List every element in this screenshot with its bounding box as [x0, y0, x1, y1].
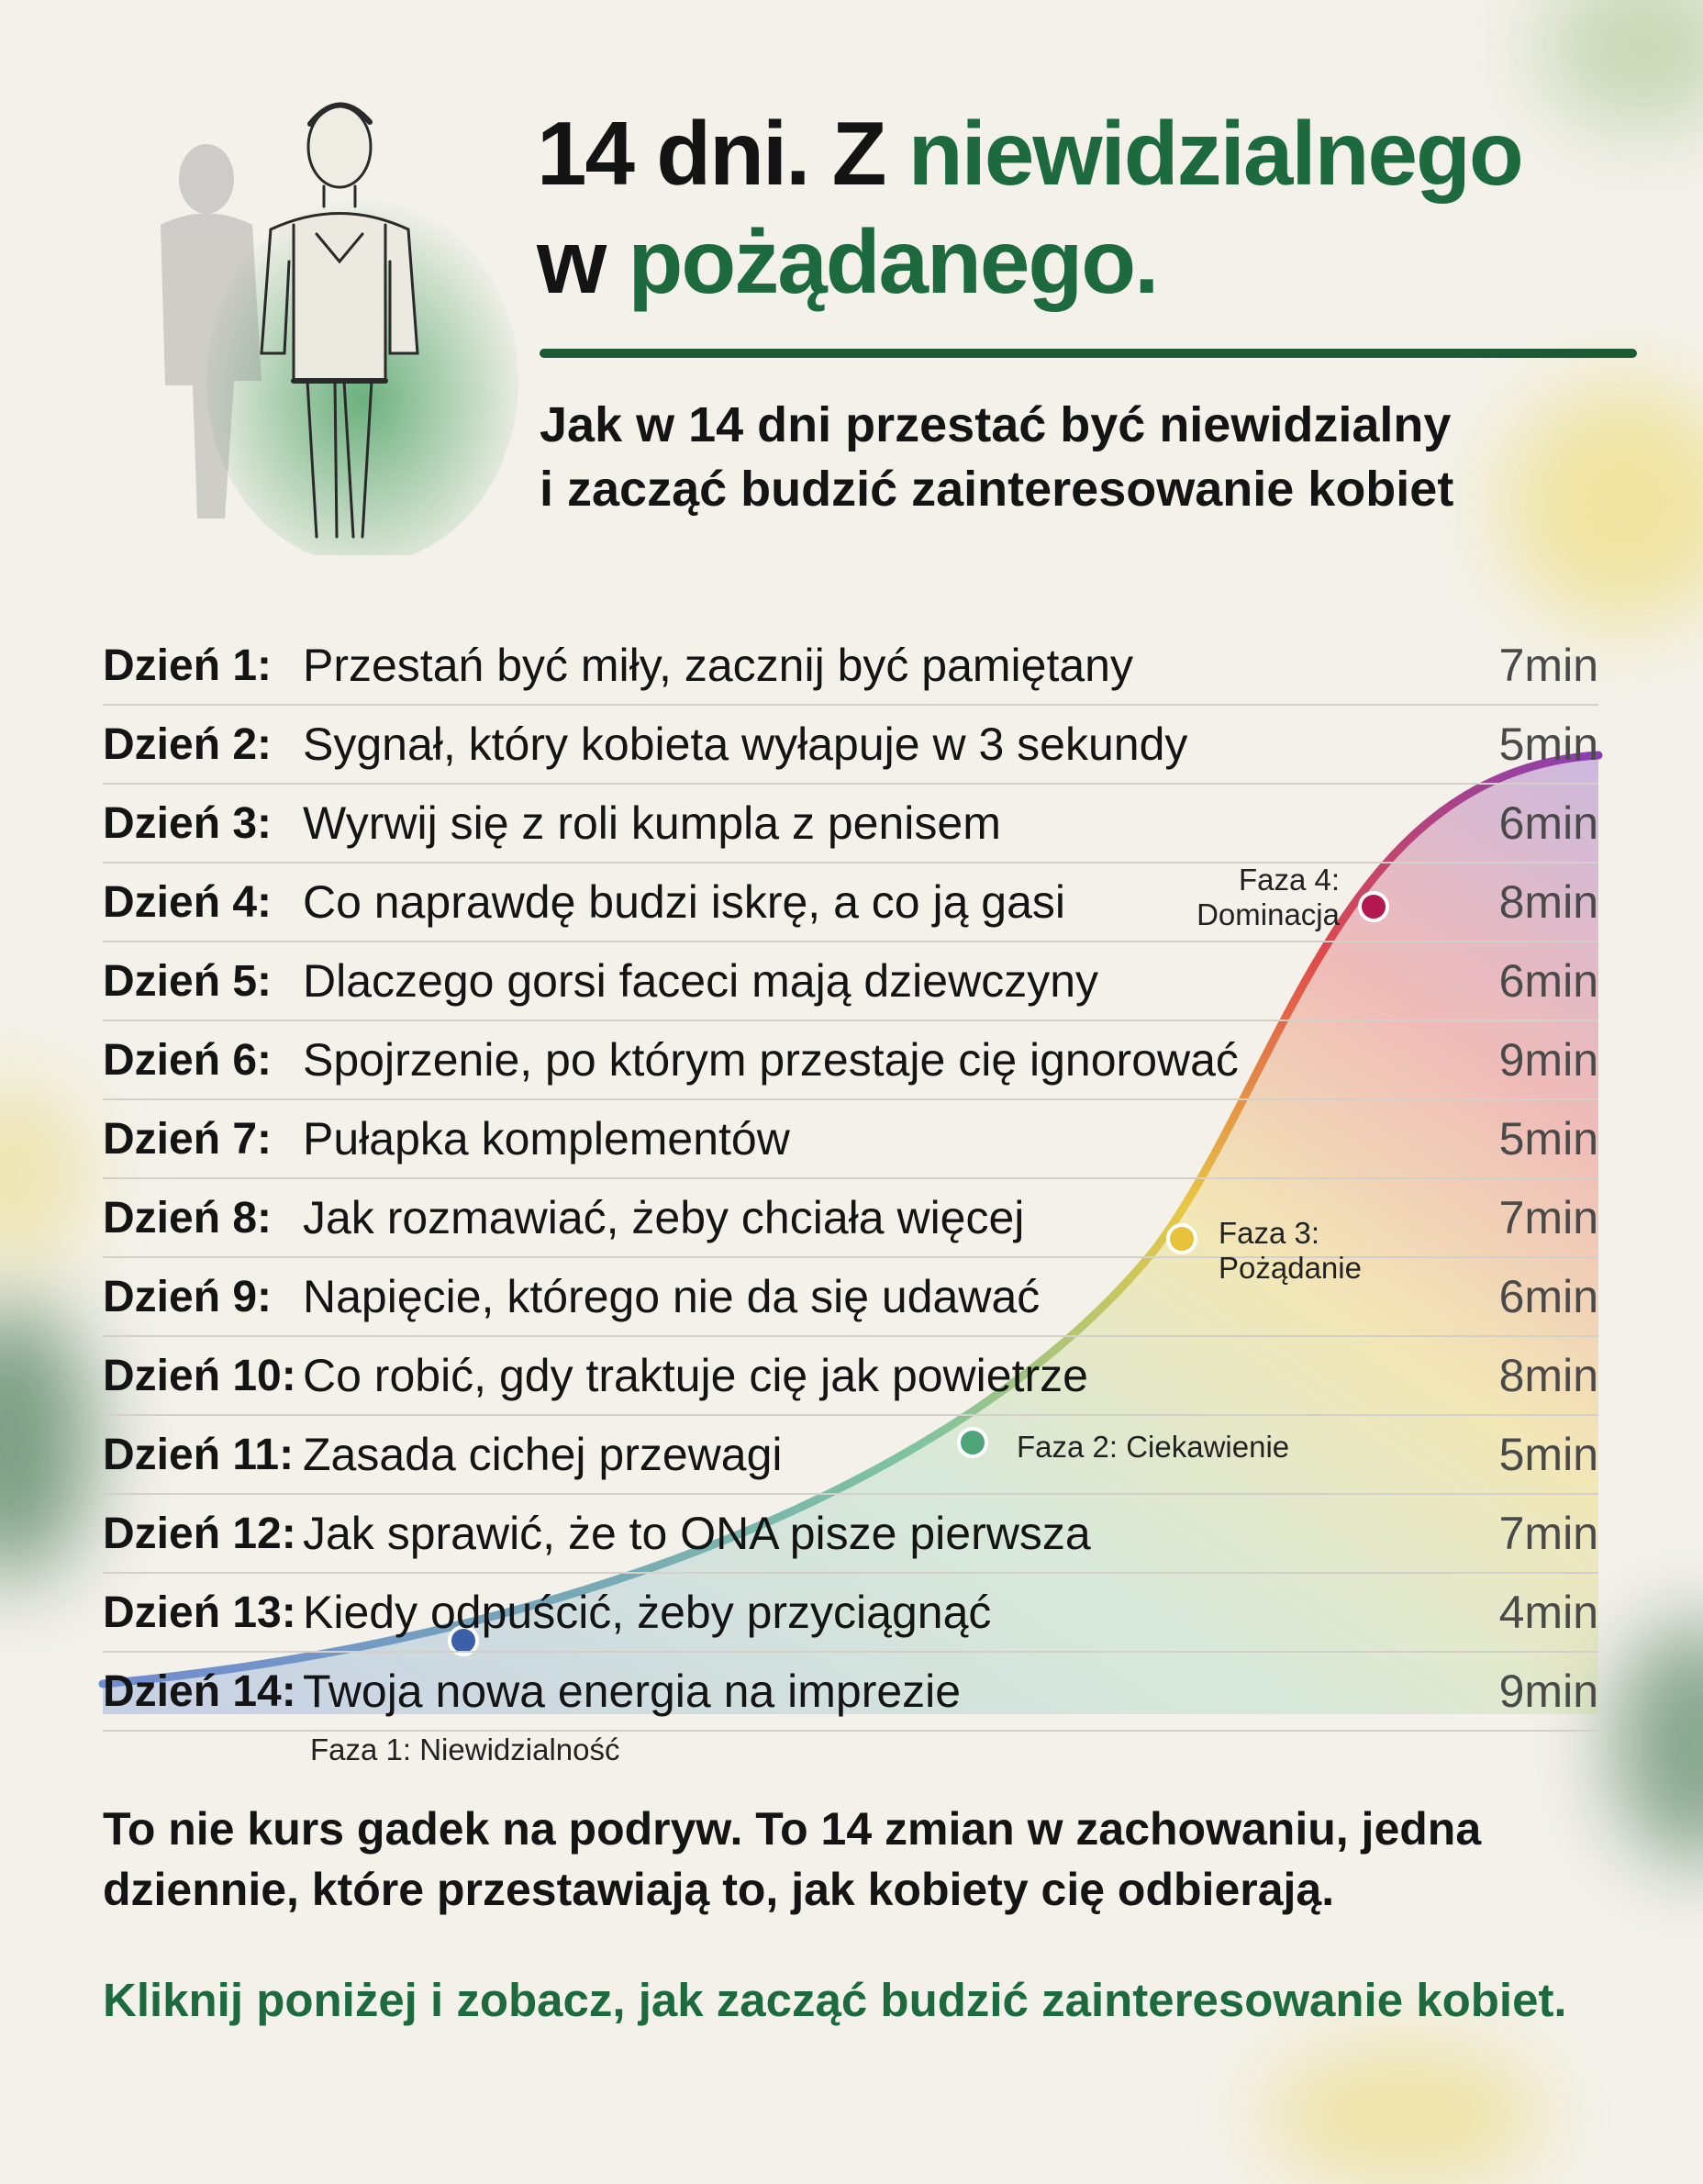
lesson-day: Dzień 11:	[103, 1430, 295, 1479]
lesson-title: Sygnał, który kobieta wyłapuje w 3 sekundy	[303, 719, 1188, 770]
lesson-duration: 5min	[1498, 1429, 1598, 1480]
lesson-duration: 8min	[1498, 876, 1598, 928]
lesson-row-13	[103, 1574, 1598, 1653]
lesson-day: Dzień 14:	[103, 1666, 296, 1716]
lesson-day: Dzień 10:	[103, 1351, 296, 1400]
lesson-duration: 6min	[1498, 955, 1598, 1007]
lesson-duration: 7min	[1498, 1192, 1598, 1243]
lesson-title: Spojrzenie, po którym przestaje cię ignorować	[303, 1034, 1239, 1086]
phase-2-label: Faza 2: Ciekawienie	[1017, 1430, 1290, 1464]
lesson-title: Przestań być miły, zacznij być pamiętany	[303, 640, 1133, 691]
lesson-title: Co robić, gdy traktuje cię jak powietrze	[303, 1350, 1088, 1401]
title-highlight-1: niewidzialnego	[907, 103, 1522, 204]
lesson-day: Dzień 5:	[103, 956, 273, 1006]
lesson-row-11	[103, 1416, 1598, 1495]
lesson-day: Dzień 2:	[103, 719, 273, 769]
lesson-title: Pułapka komplementów	[303, 1113, 790, 1164]
lesson-duration: 6min	[1498, 797, 1598, 849]
lesson-row-1	[103, 627, 1598, 706]
lesson-duration: 4min	[1498, 1587, 1598, 1638]
lesson-day: Dzień 13:	[103, 1588, 296, 1637]
subtitle-line-1: Jak w 14 dni przestać być niewidzialny	[540, 397, 1452, 452]
lesson-row-10	[103, 1337, 1598, 1416]
phase-3-label-line-2: Pożądanie	[1219, 1251, 1362, 1285]
title-part-1: 14 dni. Z	[537, 103, 908, 204]
lesson-title: Co naprawdę budzi iskrę, a co ją gasi	[303, 876, 1066, 928]
lesson-row-9	[103, 1258, 1598, 1337]
lesson-day: Dzień 8:	[103, 1193, 273, 1242]
lesson-day: Dzień 6:	[103, 1035, 273, 1085]
closing-line-1: To nie kurs gadek na podryw. To 14 zmian w zachowaniu, jedna	[103, 1803, 1482, 1855]
lesson-duration: 7min	[1498, 1508, 1598, 1559]
lesson-title: Wyrwij się z roli kumpla z penisem	[303, 797, 1001, 849]
lesson-title: Jak sprawić, że to ONA pisze pierwsza	[303, 1508, 1091, 1559]
lesson-row-5	[103, 942, 1598, 1021]
lesson-row-4	[103, 864, 1598, 942]
lesson-title: Twoja nowa energia na imprezie	[303, 1666, 962, 1717]
lesson-row-12	[103, 1495, 1598, 1574]
phase-3-label	[1219, 1216, 1362, 1286]
lesson-duration: 5min	[1498, 1113, 1598, 1164]
lesson-duration: 8min	[1498, 1350, 1598, 1401]
phase-4-label-line-2: Dominacja	[1197, 897, 1340, 931]
lesson-title: Dlaczego gorsi faceci mają dziewczyny	[303, 955, 1099, 1007]
lesson-title: Zasada cichej przewagi	[303, 1429, 783, 1480]
lesson-duration: 9min	[1498, 1034, 1598, 1086]
title-highlight-2: pożądanego.	[628, 211, 1158, 312]
lesson-row-8	[103, 1179, 1598, 1258]
lesson-title: Jak rozmawiać, żeby chciała więcej	[303, 1192, 1025, 1243]
phase-1-label: Faza 1: Niewidzialność	[310, 1733, 620, 1766]
phase-4-label	[1184, 863, 1340, 932]
subtitle-line-2: i zacząć budzić zainteresowanie kobiet	[540, 462, 1454, 517]
closing-line-2: dziennie, które przestawiają to, jak kobiety cię odbierają.	[103, 1864, 1335, 1915]
lesson-list	[103, 627, 1598, 1732]
lesson-day: Dzień 4:	[103, 877, 273, 927]
lesson-day: Dzień 7:	[103, 1114, 273, 1164]
lesson-duration: 9min	[1498, 1666, 1598, 1717]
lesson-duration: 6min	[1498, 1271, 1598, 1322]
phase-4-label-line-1: Faza 4:	[1238, 863, 1340, 897]
lesson-title: Kiedy odpuścić, żeby przyciągnąć	[303, 1587, 992, 1638]
lesson-title: Napięcie, którego nie da się udawać	[303, 1271, 1041, 1322]
lesson-day: Dzień 12:	[103, 1509, 296, 1558]
lesson-day: Dzień 9:	[103, 1272, 273, 1321]
lesson-row-2	[103, 706, 1598, 785]
lesson-row-3	[103, 785, 1598, 864]
title-part-3: w	[537, 211, 629, 312]
cta-text[interactable]: Kliknij poniżej i zobacz, jak zacząć budzić zainteresowanie kobiet.	[103, 1974, 1567, 2026]
lesson-duration: 7min	[1498, 640, 1598, 691]
phase-3-label-line-1: Faza 3:	[1219, 1216, 1320, 1250]
lesson-row-6	[103, 1021, 1598, 1100]
lesson-row-14	[103, 1653, 1598, 1732]
lesson-day: Dzień 3:	[103, 798, 273, 848]
closing-paragraph	[103, 1799, 1571, 1920]
lesson-row-7	[103, 1100, 1598, 1179]
lesson-duration: 5min	[1498, 719, 1598, 770]
lesson-day: Dzień 1:	[103, 641, 273, 690]
